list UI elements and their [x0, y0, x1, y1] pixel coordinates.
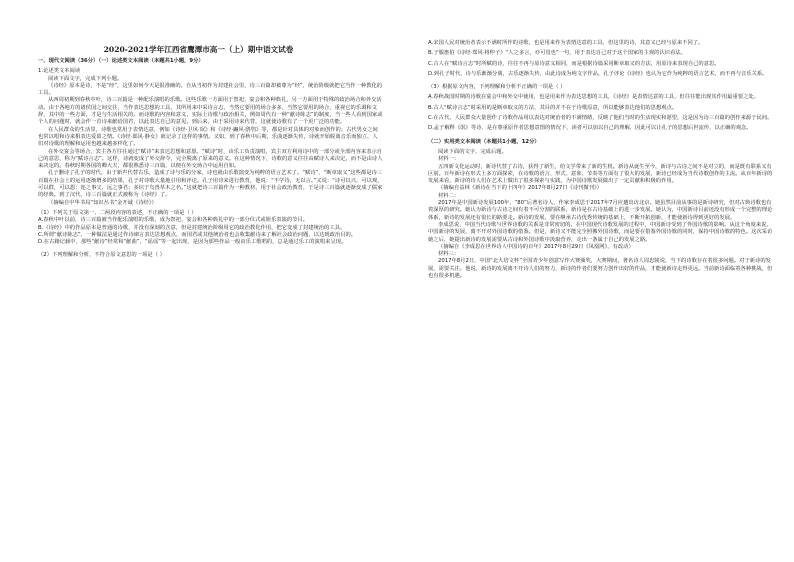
answer-option: B.古人“赋诗言志”时采用的是断章取义的方法，其目的并不在于诗歌原意，所以能够表达他们的思想观点。: [428, 104, 678, 111]
answer-option: A.春秋战国时期的诗歌在宴会中和外交中使用，也是用来作为表达思想的工具，《诗经》是表情达意的工具，但往往能出现其作用最重要之处。: [428, 94, 759, 101]
answer-option: C.所谓“献诗陈志”，一种做法是通过作诗谏言表达思想观点，而国君或其他统治者也会收集献诗来了解社会政治问题，以达到政治目的。: [38, 231, 357, 238]
passage-source: （摘编自中华书局“知识丛书”金开诚《诗经》）: [48, 199, 157, 206]
material-text: 2017年8月2日，中国“北大培文杯”全国青少年创意写作大赛颁奖，大赛期间，著名诗人周忠陵说，当下的诗歌存在着很多问题。对于新诗的发展，需要关注。他说，新诗的发展离不开诗人们的努力，新诗的作者们要努力创作出好的作品，才能使新诗走得更远。当前新诗面临着各种挑战，但也有很多机遇。: [428, 258, 773, 280]
material-label: 材料一：: [438, 156, 460, 163]
answer-option: A.宋国人民对统治者表示不满时所作的诗歌，也是用来作为表情达意的工具，但这里的诗，其意义已经与原来不同了。: [428, 40, 704, 46]
answer-option: B.子服惠伯《诗经·郑风·将仲子》“人之多言，亦可畏也”一句，用于表达自己对于这个国家的主观的认识看法。: [428, 50, 686, 57]
section2-heading: （二）实用类文本阅读（本题共1小题，12分）: [428, 138, 540, 145]
passage-paragraph: 在人民群众的生活里，诗歌也常用于表情达意，例如《诗经·卫风·氓》和《诗经·豳风·鸱鸮》等，都是针对具体的对象而创作的；古代男女之间也常以唱和诗来相表达爱慕之情。《诗经·邶风·静女》就记录了这样的事情。又如，到了春秋中后期，乐曲逐渐失传，诗就开始脱离音乐而独立，人们对诗歌的理解和运用也越来越多样化了。: [38, 126, 378, 148]
material-source: （摘编自益林《新诗在当下的十四年》2017年8月27日《诗刊微刊》）: [438, 185, 602, 192]
material-label: 材料三：: [438, 251, 460, 258]
question-3-stem: （3）根据原文内容，下列理解和分析不正确的一项是（ ）: [428, 84, 566, 91]
answer-option: D.到孔子时代，诗与乐渐渐分离，古乐逐渐失传，由此诗成为纯文字作品，孔子评论《诗经》也认为它作为纯粹的语言艺术，而不再与音乐关系。: [428, 70, 768, 77]
left-column: [38, 58, 383, 260]
material-text: 五四新文化运动时，新诗代替了古诗，获得了新生，给文学带来了新的生机。新诗从诞生至今，新诗与古诗之间不是对立的，而是既有联系又有区别。百年新诗在形式上多方面探索，在诗歌的语言、形式、意象、节奏等方面有了很大的发展，新诗已经成为当代诗歌创作的主流。从百年新诗的发展来看，新诗的诗人们在艺术上做出了很多探索与实践，为中国诗歌发展做出了一定贡献和积极的作用。: [428, 163, 773, 185]
question-1-stem: （1）下列关于原文第一、二两段内容的表述，不正确的一项是（ ）: [38, 209, 197, 216]
passage-paragraph: 在外交宴会等场合，宾主各方往往通过“赋诗”来表达思想和意愿。“赋诗”时，由乐工负责演唱，宾主双方利用诗中的一部分或全部内容来表示自己的意思，称为“赋诗言志”。这样，诗就变成了外交辞令，完全脱离了原来的意义。在这种情况下，诗歌的意义往往由赋诗人来决定，而不是由诗人来决定的。春秋时期各国的卿大夫，都很熟悉诗三百篇，以便在外交场合中运用自如。: [38, 148, 383, 170]
answer-option: A.春秋中叶以前，诗三百篇被当作配乐演唱的乐歌，成为祭祀、宴会和各种典礼中的一部分仪式或娱乐表演的节目。: [38, 217, 309, 224]
answer-option: D.在古籍记载中，那些“献诗”经常和“献曲”，“谣谣”等一起出现，是因为那些作品一般由乐工歌唱的，总是通过乐工的演唱来呈现。: [38, 239, 347, 246]
answer-option: C.古人在“赋诗言志”时所赋的诗，往往不再与原诗意义相同，而是根据诗篇采用断章取义的方法，用原诗来表现自己的意思。: [428, 60, 720, 67]
answer-option: D.孟子解释《氓》等诗，是在尊重原作者思想意图的情况下，读者可以加以自己的理解，因此可以让孔子的思想后世流传，以正确的观念。: [428, 125, 752, 132]
material-label: 材料二：: [438, 192, 460, 199]
section2-instruction: 阅读下面的文字，完成后题。: [438, 148, 507, 155]
answer-option: B.《诗经》中的作品原本是普通的诗歌，并没有深刻的含意，但是封建统治阶级用它的政治教化作用，把它变成了封建统治的工具。: [38, 224, 346, 231]
material-text: 李成思说，中国当代诗歌与世界诗歌的关系是非常密切的。在中国现代诗歌发展的过程中，中国新诗受到了外国诗歌的影响。从这个角度来说，中国新诗的发展，离不开对外国诗歌的借鉴。但是，新诗又不能完全照搬外国诗歌，而是要在借鉴外国诗歌的同时，保持中国诗歌的特色。这次采访她之后，她提出新诗的发展需要从古诗和外国诗歌中汲取营养，走出一条属于自己的发展之路。: [428, 221, 773, 243]
passage-paragraph: 孔子删诗了孔子的时代，由于新声代替古乐，造成了诗与乐的分家，诗也就由乐歌演变为纯粹的语言艺术了。“赋诗”、“断章取义”这些都是诗三百篇在社会上的运用逐渐增多的结果，孔子对诗歌大量地引用和评论。孔子用诗来进行教育，他说：“不学诗，无以言。”又说：“诗可以兴，可以观，可以群，可以怨；迩之事父，远之事君；多识于鸟兽草木之名。”这就把诗三百篇作为一种教材，用于社会政治教育，于是诗三百篇就逐渐变成了儒家的经典。到了汉代，诗三百篇就正式被称为《诗经》了。: [38, 170, 383, 199]
section1-heading: 一、现代文阅读（36分）（一）论述类文本阅读（本题共1小题，9分）: [38, 58, 204, 64]
passage-paragraph: 《诗经》原本是诗，不是“经”，这里如何今天是很准确的。自从当初作为封建社会里，诗三百篇却被尊为“经”，统治阶级就把它当作一种教化的工具。: [38, 82, 383, 97]
passage-paragraph: 从西周初期到春秋中叶，诗三百篇是一种配乐演唱的乐歌。这些乐歌一方面用于祭祀、宴会和各种典礼，另一方面用于特殊的政治场合和外交活动。由于各地方的诸侯国之间交往，当作表达思想的工具，其所用来中采诗言志，当然它要用的场合多多，当然它要用的场合，重视它的乐调和文辞，其中的一些方面，才是与生活相关的。而诗歌的内容和意义，实际上诗歌与政治相关，例如周代有一种“献诗陈志”的制度，当一些人看到国家或个人的问题时，就会作一首诗来献给国君，以此表达自己的意见。到后来，由于采用诗来代替，这就使诗歌有了一个更广泛的功能。: [38, 97, 383, 126]
right-column: [428, 40, 773, 280]
material-text: 2017年是中国新诗发展100年，“80”后著名诗人、作家李成思于2017年7月应邀出访北京。她虽然目前从事的是新诗研究，但对古典诗歌也有着深厚的研究。她认为新诗与古诗之间有着不可分割的联系，新诗是在古诗基础上的进一步发展。她认为，中国新诗目前还没有形成一个完整的理论体系，新诗的发展还有很长的路要走。新诗的发展，要在继承古诗优秀传统的基础上，不断开拓创新，才能使新诗得到更好的发展。: [428, 200, 773, 221]
reading-instruction: 阅读下面文字，完成下列小题。: [48, 75, 123, 82]
answer-option: C.在古代，人民群众大量创作了诗歌作品用以表达对统治者的不满情绪，反映了他们当时的生活现实和愿望，这是因为诗三百篇的创作来源于民间。: [428, 115, 773, 122]
question-2-stem: （2）下列理解和分析，不符合原文意思的一项是（ ）: [38, 252, 165, 259]
question1-intro: 1.论述类文本阅读: [38, 68, 81, 75]
exam-title: 2020-2021学年江西省鹰潭市高一（上）期中语文试卷: [103, 45, 294, 54]
material-source: （摘编自《李成思在世界诗人中国诗的百年》2017年8月29日《凤凰网》，有改动）: [438, 243, 634, 250]
